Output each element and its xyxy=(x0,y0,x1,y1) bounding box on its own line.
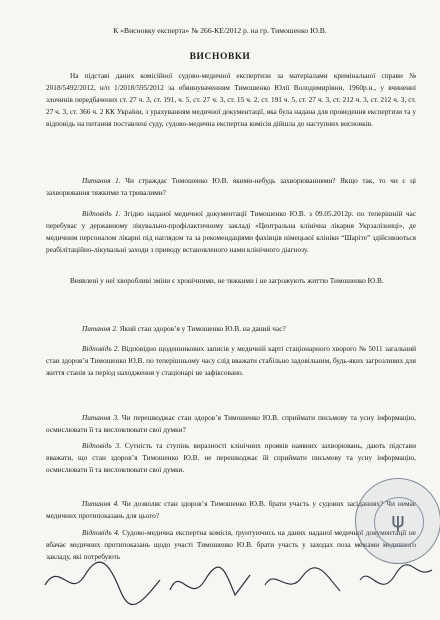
answer-1-label: Відповідь 1. xyxy=(82,209,121,218)
answer-1-text: Згідно наданої медичної документації Тимошенко Ю.В. з 09.05.2012р. по теперішній час перебуває у державному лікувально-профілактичному закладі «Центральна клінічна лікарня Укрзалізниці», де медичним персоналом лікарні під наглядом та за рекомендаціями фахівців німецької клініки “Шаріте” здійснюються реабілітаційно-лікувальні заходи з приводу встановленого нами клінічного діагнозу. xyxy=(46,209,416,254)
question-2-label: Питання 2. xyxy=(82,324,118,333)
answer-3-label: Відповідь 3. xyxy=(82,441,122,450)
question-4-label: Питання 4. xyxy=(82,499,120,508)
answer-2-text: Відповідно щоденникових записів у медичній карті стаціонарного хворого № 5011 загальний стан здоров’я Тимошенко Ю.В. по теперішньому часу слід вважати стабільно задовільним, будь-яких загрозливих для життя станів за період находження у стаціонарі не зафіксовано. xyxy=(46,344,417,377)
answer-3-text: Сутність та ступінь виразності клінічних проявів наявних захворювань, дають підстави вважати, що стан здоров’я Тимошенко Ю.В. не перешкоджає їй сприймати письмову та усну інформацію, осмислювати її та висловлювати свої думки. xyxy=(46,441,417,474)
answer-1 xyxy=(46,208,416,256)
question-4-text: Чи дозволяє стан здоров’я Тимошенко Ю.В. брати участь у судових засіданнях? Чи немає медичних протипоказань для цього? xyxy=(46,499,417,520)
answer-4-label: Відповідь 4. xyxy=(82,528,120,537)
signature-3 xyxy=(265,568,340,591)
question-1-text: Чи страждає Тимошенко Ю.В. якими-небудь захворюваннями? Якщо так, то чи є ці захворювання тяжкими та тривалими? xyxy=(46,176,417,197)
handwritten-signatures xyxy=(40,545,440,615)
answer-2 xyxy=(46,343,416,379)
signature-2 xyxy=(170,567,250,595)
question-2 xyxy=(46,323,416,335)
answer-3 xyxy=(46,440,416,476)
intro-paragraph: На підставі даних комісійної судово-медичної експертизи за матеріалами кримінальної справи № 2018/5492/2012, н/п 1/2018/595/2012 за обвинуваченням Тимошенко Юлії Володимирівни, 1960р.н., у вчиненні злочинів передбачених ст. 27 ч. 3, ст. 191, ч. 5, ст. 27 ч. 3, ст. 15 ч. 2, ст. 191 ч. 5, ст. 27 ч. 3, ст. 212 ч. 3, ст. 212 ч. 3, ст. 27 ч. 3, ст. 366 ч. 2 КК України, з урахуванням медичної документації, яка була надана для проведення експертизи та у відповідь на питання поставлені суду, судово-медична експертна комісія дійшла до наступних висновків. xyxy=(46,71,416,128)
answer-4-text: Судово-медична експертна комісія, ґрунтуючись на даних наданої медичної документації не вбачає медичних протипоказань щодо участі Тимошенко Ю.В. брати участь у заходах поза межами медичного закладу, які потребують xyxy=(46,528,416,561)
answer-1-extra: Виявлені у неї хворобливі зміни є хронічними, не тяжкими і не загрожують життю Тимошенко Ю.В. xyxy=(70,276,384,285)
document-title: ВИСНОВКИ xyxy=(189,52,251,62)
question-2-text: Який стан здоров’я у Тимошенко Ю.В. на даний час? xyxy=(119,324,286,333)
question-3 xyxy=(46,412,416,436)
question-3-label: Питання 3. xyxy=(82,413,119,422)
trident-emblem-icon: ψ xyxy=(391,508,405,532)
question-1-label: Питання 1. xyxy=(82,176,121,185)
answer-2-label: Відповідь 2. xyxy=(82,344,120,353)
question-1 xyxy=(46,175,416,199)
document-header: К «Висновку експерта» № 266-КЕ/2012 р. на гр. Тимошенко Ю.В. xyxy=(113,26,327,35)
signature-1 xyxy=(45,562,160,604)
signature-4 xyxy=(360,565,432,585)
question-3-text: Чи перешкоджає стан здоров’я Тимошенко Ю.В. сприймати письмову та усну інформацію, осмислювати її та висловлювати свої думки? xyxy=(46,413,417,434)
